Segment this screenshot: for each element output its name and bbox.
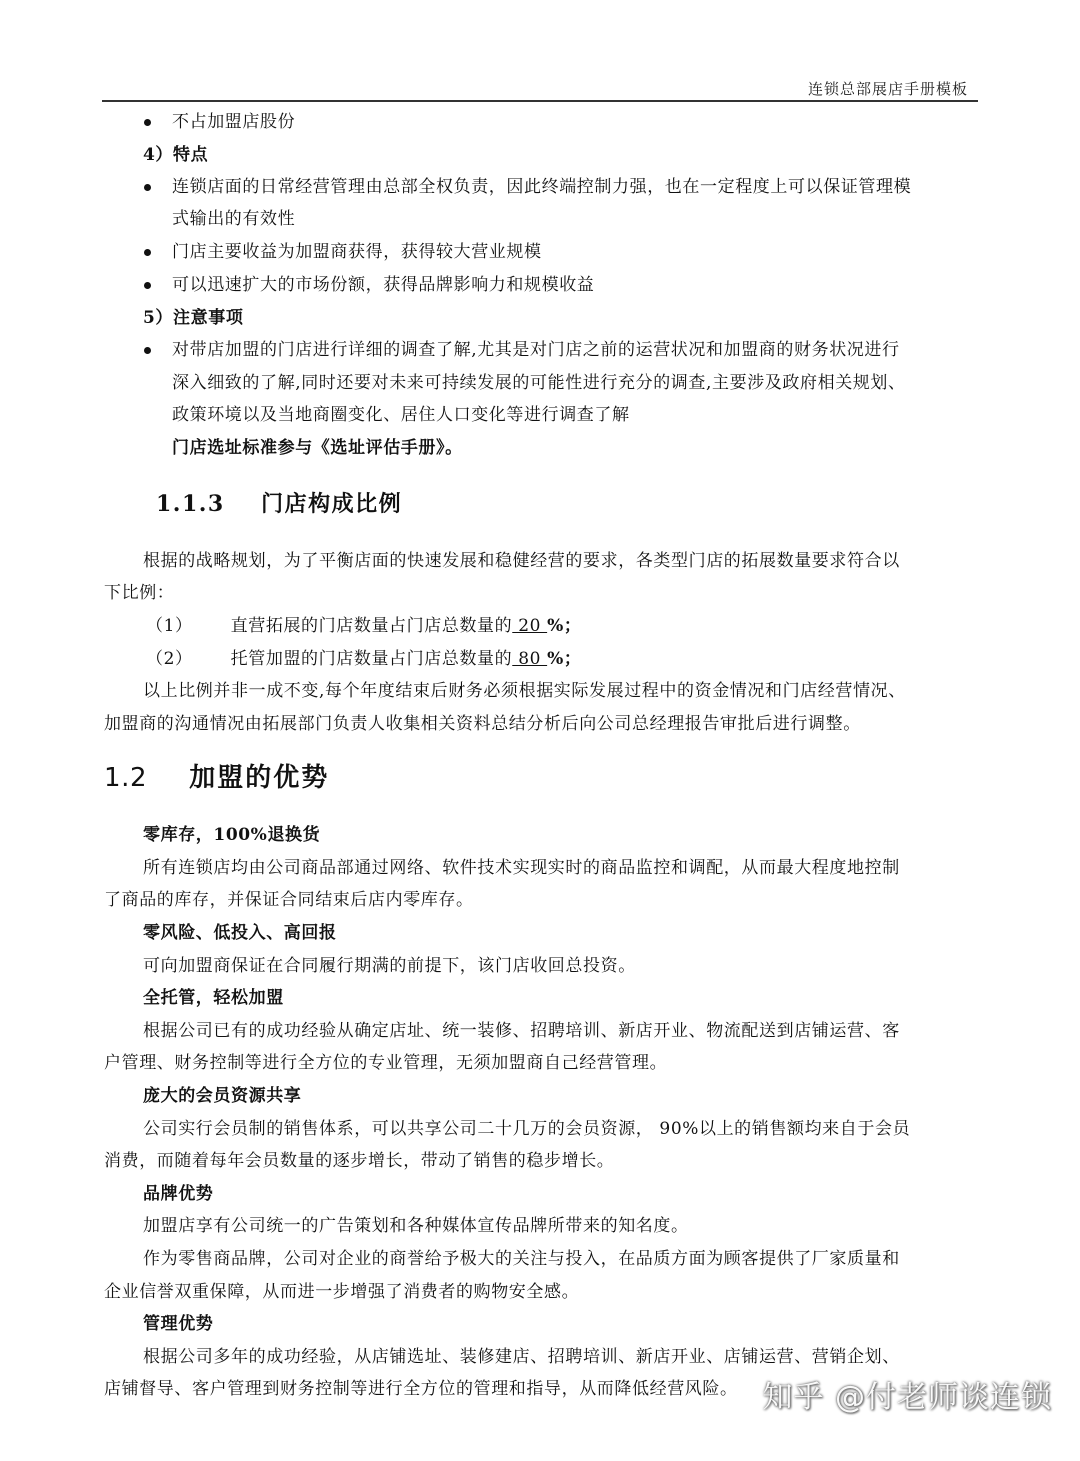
bullet-dot <box>144 184 151 191</box>
item-number: （2） <box>146 649 193 669</box>
subheading: 全托管，轻松加盟 <box>143 988 284 1008</box>
list-item-continuation: 深入细致的了解,同时还要对未来可持续发展的可能性进行充分的调查,主要涉及政府相关规划、 <box>172 373 906 393</box>
ratio-value: 20 <box>512 616 548 636</box>
list-item: 可以迅速扩大的市场份额，获得品牌影响力和规模收益 <box>172 275 595 295</box>
item-number: （1） <box>146 616 193 636</box>
paragraph: 店铺督导、客户管理到财务控制等进行全方位的管理和指导，从而降低经营风险。 <box>104 1379 738 1399</box>
list-item: 对带店加盟的门店进行详细的调查了解,尤其是对门店之前的运营状况和加盟商的财务状况进行 <box>172 340 900 360</box>
ratio-item-2 <box>146 647 581 671</box>
subheading: 管理优势 <box>143 1314 214 1334</box>
paragraph: 根据的战略规划，为了平衡店面的快速发展和稳健经营的要求，各类型门店的拓展数量要求符合以 <box>143 551 900 571</box>
paragraph: 公司实行会员制的销售体系，可以共享公司二十几万的会员资源， 90%以上的销售额均来自于会员 <box>143 1119 911 1139</box>
ratio-value: 80 <box>512 649 548 669</box>
list-item-continuation: 政策环境以及当地商圈变化、居住人口变化等进行调查了解 <box>172 405 630 425</box>
paragraph: 根据公司多年的成功经验，从店铺选址、装修建店、招聘培训、新店开业、店铺运营、营销企划、 <box>143 1347 900 1367</box>
list-item: 连锁店面的日常经营管理由总部全权负责，因此终端控制力强，也在一定程度上可以保证管理模 <box>172 177 912 197</box>
bullet-dot <box>144 347 151 354</box>
paragraph: 户管理、财务控制等进行全方位的专业管理，无须加盟商自己经营管理。 <box>104 1053 668 1073</box>
paragraph: 加盟商的沟通情况由拓展部门负责人收集相关资料总结分析后向公司总经理报告审批后进行调整。 <box>104 714 861 734</box>
subheading: 庞大的会员资源共享 <box>143 1086 302 1106</box>
paragraph: 企业信誉双重保障，从而进一步增强了消费者的购物安全感。 <box>104 1282 580 1302</box>
paragraph: 消费，而随着每年会员数量的逐步增长，带动了销售的稳步增长。 <box>104 1151 615 1171</box>
paragraph: 以上比例并非一成不变,每个年度结束后财务必须根据实际发展过程中的资金情况和门店经营情况、 <box>143 681 906 701</box>
bullet-dot <box>144 249 151 256</box>
paragraph: 了商品的库存，并保证合同结束后店内零库存。 <box>104 890 474 910</box>
section-title-1-2 <box>104 761 329 798</box>
paragraph: 下比例： <box>104 583 175 603</box>
list-item: 不占加盟店股份 <box>172 112 296 132</box>
item-text: 托管加盟的门店数量占门店总数量的 <box>230 649 513 669</box>
section-title: 加盟的优势 <box>189 763 330 793</box>
section-heading: 4）特点 <box>143 145 209 165</box>
bullet-dot <box>144 282 151 289</box>
section-title-1-1-3 <box>156 489 402 519</box>
section-title: 门店构成比例 <box>261 491 403 517</box>
list-item-continuation: 式输出的有效性 <box>172 209 296 229</box>
subheading: 零库存，100%退换货 <box>143 825 321 845</box>
ratio-item-1 <box>146 614 581 638</box>
section-number: 1.2 <box>104 763 148 793</box>
paragraph: 所有连锁店均由公司商品部通过网络、软件技术实现实时的商品监控和调配，从而最大程度地控制 <box>143 858 900 878</box>
paragraph: 加盟店享有公司统一的广告策划和各种媒体宣传品牌所带来的知名度。 <box>143 1216 689 1236</box>
section-heading: 5）注意事项 <box>143 308 244 328</box>
ratio-unit: %； <box>547 616 582 636</box>
section-number: 1.1.3 <box>156 491 225 517</box>
item-text: 直营拓展的门店数量占门店总数量的 <box>230 616 513 636</box>
subheading: 品牌优势 <box>143 1184 214 1204</box>
paragraph: 作为零售商品牌，公司对企业的商誉给予极大的关注与投入，在品质方面为顾客提供了厂家质量和 <box>143 1249 900 1269</box>
note-text: 门店选址标准参与《选址评估手册》。 <box>172 438 463 458</box>
header-title: 连锁总部展店手册模板 <box>807 80 968 98</box>
header-rule <box>102 100 978 102</box>
ratio-unit: %； <box>547 649 582 669</box>
subheading: 零风险、低投入、高回报 <box>143 923 337 943</box>
paragraph: 可向加盟商保证在合同履行期满的前提下，该门店收回总投资。 <box>143 956 636 976</box>
zhihu-watermark: 知乎 @付老师谈连锁 <box>762 1380 1052 1415</box>
list-item: 门店主要收益为加盟商获得，获得较大营业规模 <box>172 242 542 262</box>
bullet-dot <box>144 119 151 126</box>
paragraph: 根据公司已有的成功经验从确定店址、统一装修、招聘培训、新店开业、物流配送到店铺运营、客 <box>143 1021 900 1041</box>
